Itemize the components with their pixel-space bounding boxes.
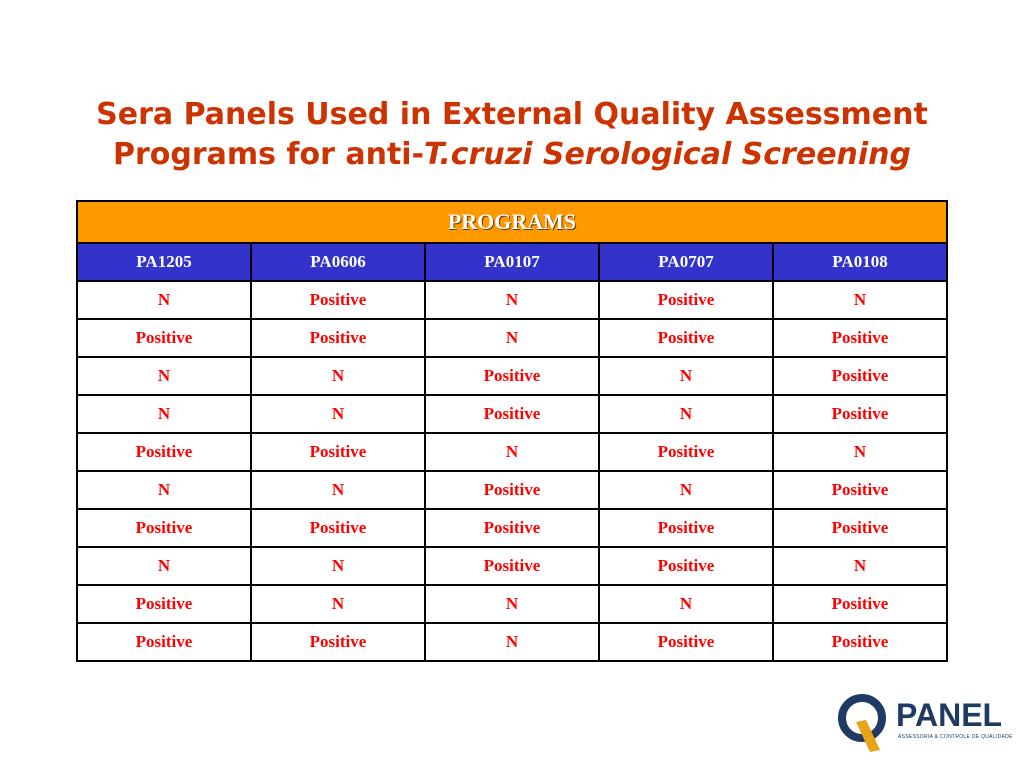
table-cell: Positive xyxy=(599,509,773,547)
table-cell: Positive xyxy=(425,547,599,585)
table-cell: Positive xyxy=(773,509,947,547)
table-cell: Positive xyxy=(251,281,425,319)
table-cell: Positive xyxy=(425,471,599,509)
programs-banner-row xyxy=(77,201,947,243)
table-row xyxy=(77,471,947,509)
table-cell: N xyxy=(599,585,773,623)
table-cell: Positive xyxy=(251,623,425,661)
table-cell: Positive xyxy=(425,509,599,547)
table-cell: N xyxy=(425,433,599,471)
table-cell: Positive xyxy=(773,623,947,661)
table-cell: Positive xyxy=(599,433,773,471)
title-line-2 xyxy=(40,135,984,175)
table-cell: N xyxy=(425,319,599,357)
column-header: PA1205 xyxy=(77,243,251,281)
table-cell: N xyxy=(77,471,251,509)
table-body xyxy=(77,281,947,661)
title-line-2-plain: Programs for anti- xyxy=(112,137,425,172)
table-cell: Positive xyxy=(425,395,599,433)
table-cell: Positive xyxy=(251,509,425,547)
programs-banner: PROGRAMS xyxy=(77,201,947,243)
table-row xyxy=(77,319,947,357)
table-cell: Positive xyxy=(599,281,773,319)
table-cell: Positive xyxy=(77,319,251,357)
column-header-row xyxy=(77,243,947,281)
table-cell: Positive xyxy=(773,395,947,433)
table-cell: N xyxy=(425,623,599,661)
programs-table xyxy=(76,200,948,662)
panel-logo xyxy=(836,688,1013,756)
table-cell: Positive xyxy=(77,623,251,661)
table-cell: Positive xyxy=(77,509,251,547)
table-cell: N xyxy=(773,281,947,319)
table-row xyxy=(77,433,947,471)
column-header: PA0606 xyxy=(251,243,425,281)
table-cell: N xyxy=(77,281,251,319)
table-row xyxy=(77,547,947,585)
logo-tagline: ASSESSORIA & CONTROLE DE QUALIDADE xyxy=(898,734,1013,740)
table-cell: N xyxy=(599,395,773,433)
column-header: PA0707 xyxy=(599,243,773,281)
table-cell: Positive xyxy=(251,319,425,357)
table-cell: N xyxy=(77,357,251,395)
table-cell: N xyxy=(773,547,947,585)
table-cell: Positive xyxy=(77,585,251,623)
table-cell: N xyxy=(77,395,251,433)
table-cell: Positive xyxy=(773,585,947,623)
table-cell: Positive xyxy=(251,433,425,471)
table-cell: Positive xyxy=(773,357,947,395)
table-row xyxy=(77,509,947,547)
title-line-2-italic: T.cruzi Serological Screening xyxy=(424,137,912,172)
logo-name: PANEL xyxy=(896,697,1003,733)
table-cell: N xyxy=(77,547,251,585)
table-cell: N xyxy=(425,281,599,319)
table-row xyxy=(77,395,947,433)
table-cell: N xyxy=(773,433,947,471)
table-cell: N xyxy=(425,585,599,623)
table-cell: N xyxy=(251,395,425,433)
table-cell: Positive xyxy=(599,547,773,585)
table-row xyxy=(77,281,947,319)
table-cell: N xyxy=(251,585,425,623)
table-cell: N xyxy=(251,547,425,585)
table-cell: N xyxy=(599,471,773,509)
column-header: PA0107 xyxy=(425,243,599,281)
column-header: PA0108 xyxy=(773,243,947,281)
q-logo-icon xyxy=(836,688,896,756)
table-cell: Positive xyxy=(425,357,599,395)
table-cell: Positive xyxy=(599,623,773,661)
table-row xyxy=(77,623,947,661)
table-row xyxy=(77,585,947,623)
title-line-1: Sera Panels Used in External Quality Assessment xyxy=(96,97,928,132)
table-cell: Positive xyxy=(77,433,251,471)
table-cell: Positive xyxy=(599,319,773,357)
table-cell: N xyxy=(599,357,773,395)
table-cell: N xyxy=(251,471,425,509)
table-cell: N xyxy=(251,357,425,395)
table-cell: Positive xyxy=(773,471,947,509)
table-row xyxy=(77,357,947,395)
table-cell: Positive xyxy=(773,319,947,357)
slide-title xyxy=(40,95,984,175)
